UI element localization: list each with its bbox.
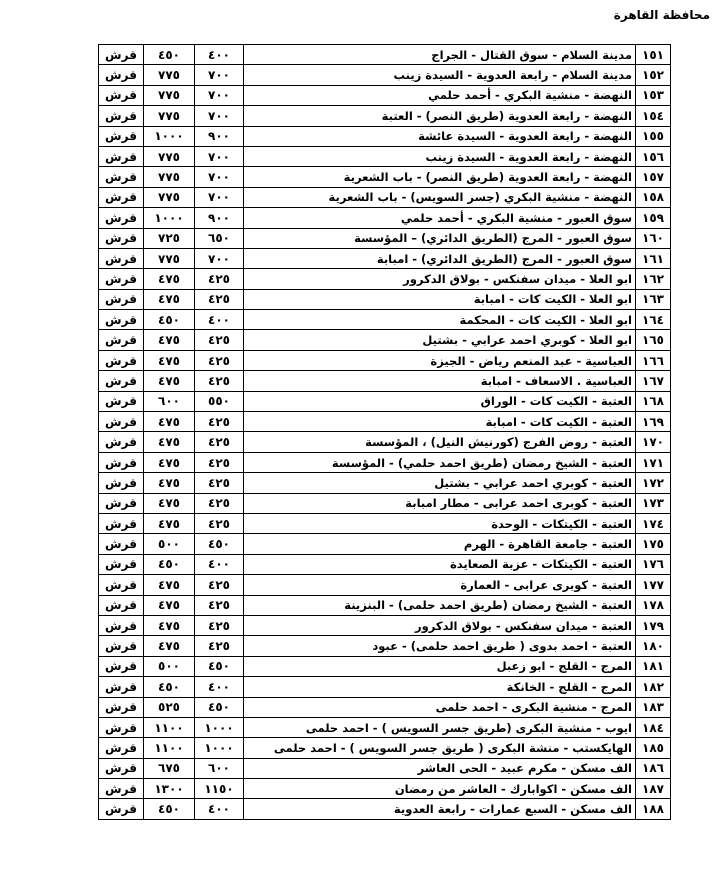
fare-new-cell: ٤٧٥ bbox=[144, 330, 195, 350]
row-number-cell: ١٦٥ bbox=[636, 330, 671, 350]
table-row bbox=[99, 758, 671, 778]
currency-cell: قرش bbox=[99, 615, 144, 635]
route-cell: العباسية - عبد المنعم رياض - الجيزة bbox=[244, 350, 636, 370]
route-cell: الف مسكن - مكرم عبيد - الحى العاشر bbox=[244, 758, 636, 778]
fare-current-cell: ٤٢٥ bbox=[195, 513, 244, 533]
row-number-cell: ١٦٧ bbox=[636, 371, 671, 391]
fare-current-cell: ٤٢٥ bbox=[195, 269, 244, 289]
fares-table-body bbox=[99, 45, 671, 820]
currency-cell: قرش bbox=[99, 45, 144, 65]
fare-current-cell: ١٠٠٠ bbox=[195, 717, 244, 737]
currency-cell: قرش bbox=[99, 452, 144, 472]
route-cell: النهضة - رابعة العدوية - السيدة عائشة bbox=[244, 126, 636, 146]
fare-new-cell: ٤٧٥ bbox=[144, 575, 195, 595]
fare-current-cell: ١٠٠٠ bbox=[195, 738, 244, 758]
fare-current-cell: ٤٢٥ bbox=[195, 432, 244, 452]
fare-current-cell: ٤٢٥ bbox=[195, 371, 244, 391]
currency-cell: قرش bbox=[99, 228, 144, 248]
fare-new-cell: ٤٧٥ bbox=[144, 371, 195, 391]
route-cell: العتبة - الشيخ رمضان (طريق احمد حلمى) - البنزينة bbox=[244, 595, 636, 615]
currency-cell: قرش bbox=[99, 187, 144, 207]
table-row bbox=[99, 146, 671, 166]
fare-new-cell: ٦٠٠ bbox=[144, 391, 195, 411]
route-cell: العتبة - الكيت كات - امبابة bbox=[244, 412, 636, 432]
currency-cell: قرش bbox=[99, 554, 144, 574]
currency-cell: قرش bbox=[99, 126, 144, 146]
route-cell: العتبة - كوبري احمد عرابي - بشتيل bbox=[244, 473, 636, 493]
row-number-cell: ١٥٢ bbox=[636, 65, 671, 85]
table-row bbox=[99, 615, 671, 635]
currency-cell: قرش bbox=[99, 656, 144, 676]
row-number-cell: ١٨٤ bbox=[636, 717, 671, 737]
table-row bbox=[99, 106, 671, 126]
fare-new-cell: ٤٧٥ bbox=[144, 473, 195, 493]
row-number-cell: ١٨٣ bbox=[636, 697, 671, 717]
currency-cell: قرش bbox=[99, 758, 144, 778]
currency-cell: قرش bbox=[99, 677, 144, 697]
currency-cell: قرش bbox=[99, 85, 144, 105]
fare-current-cell: ٤٠٠ bbox=[195, 45, 244, 65]
currency-cell: قرش bbox=[99, 799, 144, 819]
table-row bbox=[99, 310, 671, 330]
table-row bbox=[99, 595, 671, 615]
fare-current-cell: ٤٠٠ bbox=[195, 799, 244, 819]
currency-cell: قرش bbox=[99, 391, 144, 411]
row-number-cell: ١٧١ bbox=[636, 452, 671, 472]
table-row bbox=[99, 208, 671, 228]
route-cell: العتبة - الكيتكات - الوحدة bbox=[244, 513, 636, 533]
table-row bbox=[99, 371, 671, 391]
row-number-cell: ١٨٦ bbox=[636, 758, 671, 778]
currency-cell: قرش bbox=[99, 65, 144, 85]
route-cell: ابو العلا - الكيت كات - امبابة bbox=[244, 289, 636, 309]
route-cell: ايوب - منشية البكرى (طريق جسر السويس ) - احمد حلمى bbox=[244, 717, 636, 737]
table-row bbox=[99, 697, 671, 717]
row-number-cell: ١٨٥ bbox=[636, 738, 671, 758]
table-row bbox=[99, 738, 671, 758]
fare-new-cell: ٤٧٥ bbox=[144, 412, 195, 432]
route-cell: العتبة - الكيتكات - عزبة الصعايدة bbox=[244, 554, 636, 574]
fare-new-cell: ٤٧٥ bbox=[144, 452, 195, 472]
fare-current-cell: ٤٥٠ bbox=[195, 697, 244, 717]
row-number-cell: ١٨١ bbox=[636, 656, 671, 676]
route-cell: العباسية . الاسعاف - امبابة bbox=[244, 371, 636, 391]
table-row bbox=[99, 717, 671, 737]
fare-current-cell: ٤٢٥ bbox=[195, 452, 244, 472]
currency-cell: قرش bbox=[99, 595, 144, 615]
currency-cell: قرش bbox=[99, 248, 144, 268]
table-row bbox=[99, 248, 671, 268]
currency-cell: قرش bbox=[99, 432, 144, 452]
table-row bbox=[99, 432, 671, 452]
fare-current-cell: ٤٥٠ bbox=[195, 656, 244, 676]
currency-cell: قرش bbox=[99, 717, 144, 737]
row-number-cell: ١٧٩ bbox=[636, 615, 671, 635]
route-cell: سوق العبور - المرج (الطريق الدائري) - امبابة bbox=[244, 248, 636, 268]
fare-new-cell: ٤٥٠ bbox=[144, 554, 195, 574]
route-cell: الهايكستب - منشة البكرى ( طريق جسر السويس ) - احمد حلمى bbox=[244, 738, 636, 758]
currency-cell: قرش bbox=[99, 350, 144, 370]
fares-table bbox=[98, 44, 671, 820]
table-row bbox=[99, 391, 671, 411]
table-row bbox=[99, 575, 671, 595]
route-cell: العتبة - كوبرى عرابى - العمارة bbox=[244, 575, 636, 595]
table-row bbox=[99, 167, 671, 187]
fare-new-cell: ٧٧٥ bbox=[144, 65, 195, 85]
route-cell: سوق العبور - المرج (الطريق الدائري) – المؤسسة bbox=[244, 228, 636, 248]
table-row bbox=[99, 330, 671, 350]
row-number-cell: ١٦٨ bbox=[636, 391, 671, 411]
table-row bbox=[99, 85, 671, 105]
fare-new-cell: ٤٧٥ bbox=[144, 269, 195, 289]
fare-current-cell: ٥٥٠ bbox=[195, 391, 244, 411]
fare-current-cell: ٤٢٥ bbox=[195, 575, 244, 595]
table-row bbox=[99, 513, 671, 533]
row-number-cell: ١٦٠ bbox=[636, 228, 671, 248]
currency-cell: قرش bbox=[99, 697, 144, 717]
fare-new-cell: ٧٧٥ bbox=[144, 146, 195, 166]
fare-new-cell: ٤٥٠ bbox=[144, 45, 195, 65]
table-row bbox=[99, 799, 671, 819]
route-cell: العتبة - ميدان سفنكس - بولاق الدكرور bbox=[244, 615, 636, 635]
currency-cell: قرش bbox=[99, 167, 144, 187]
fare-new-cell: ٧٧٥ bbox=[144, 187, 195, 207]
table-row bbox=[99, 677, 671, 697]
fare-new-cell: ٤٥٠ bbox=[144, 310, 195, 330]
route-cell: المرج - القلج - الخانكة bbox=[244, 677, 636, 697]
route-cell: العتبة - الكيت كات - الوراق bbox=[244, 391, 636, 411]
fare-new-cell: ١١٠٠ bbox=[144, 738, 195, 758]
fare-current-cell: ٤٢٥ bbox=[195, 412, 244, 432]
fare-new-cell: ٤٥٠ bbox=[144, 677, 195, 697]
fare-new-cell: ٧٢٥ bbox=[144, 228, 195, 248]
currency-cell: قرش bbox=[99, 269, 144, 289]
fare-new-cell: ٥٢٥ bbox=[144, 697, 195, 717]
route-cell: النهضة - رابعة العدوية - السيدة زينب bbox=[244, 146, 636, 166]
fare-new-cell: ٧٧٥ bbox=[144, 167, 195, 187]
currency-cell: قرش bbox=[99, 636, 144, 656]
row-number-cell: ١٥٥ bbox=[636, 126, 671, 146]
fare-new-cell: ٤٧٥ bbox=[144, 289, 195, 309]
fare-current-cell: ١١٥٠ bbox=[195, 779, 244, 799]
route-cell: العتبة - احمد بدوى ( طريق احمد حلمى) - عبود bbox=[244, 636, 636, 656]
fare-current-cell: ٤٢٥ bbox=[195, 330, 244, 350]
route-cell: الف مسكن - السبع عمارات - رابعة العدوية bbox=[244, 799, 636, 819]
row-number-cell: ١٨٨ bbox=[636, 799, 671, 819]
fare-current-cell: ٤٠٠ bbox=[195, 677, 244, 697]
fare-new-cell: ٤٧٥ bbox=[144, 432, 195, 452]
fare-current-cell: ٧٠٠ bbox=[195, 106, 244, 126]
fare-current-cell: ٤٢٥ bbox=[195, 595, 244, 615]
fare-current-cell: ٤٥٠ bbox=[195, 534, 244, 554]
fare-current-cell: ٤٢٥ bbox=[195, 636, 244, 656]
currency-cell: قرش bbox=[99, 575, 144, 595]
table-row bbox=[99, 289, 671, 309]
table-row bbox=[99, 45, 671, 65]
row-number-cell: ١٦٣ bbox=[636, 289, 671, 309]
table-row bbox=[99, 350, 671, 370]
route-cell: الف مسكن - اكوابارك - العاشر من رمضان bbox=[244, 779, 636, 799]
fare-current-cell: ٤٢٥ bbox=[195, 473, 244, 493]
table-row bbox=[99, 412, 671, 432]
fare-current-cell: ٧٠٠ bbox=[195, 65, 244, 85]
table-row bbox=[99, 656, 671, 676]
table-row bbox=[99, 473, 671, 493]
route-cell: العتبة - الشيخ رمضان (طريق احمد حلمي) - المؤسسة bbox=[244, 452, 636, 472]
fare-current-cell: ٦٥٠ bbox=[195, 228, 244, 248]
currency-cell: قرش bbox=[99, 371, 144, 391]
route-cell: النهضة - منشية البكري - أحمد حلمي bbox=[244, 85, 636, 105]
currency-cell: قرش bbox=[99, 493, 144, 513]
route-cell: مدينة السلام - رابعة العدوية - السيدة زينب bbox=[244, 65, 636, 85]
fare-current-cell: ٤٢٥ bbox=[195, 289, 244, 309]
currency-cell: قرش bbox=[99, 310, 144, 330]
fare-current-cell: ٧٠٠ bbox=[195, 187, 244, 207]
row-number-cell: ١٧٦ bbox=[636, 554, 671, 574]
route-cell: ابو العلا - ميدان سفنكس - بولاق الدكرور bbox=[244, 269, 636, 289]
table-row bbox=[99, 534, 671, 554]
row-number-cell: ١٥٦ bbox=[636, 146, 671, 166]
table-row bbox=[99, 269, 671, 289]
row-number-cell: ١٧٧ bbox=[636, 575, 671, 595]
row-number-cell: ١٦٦ bbox=[636, 350, 671, 370]
route-cell: المرج - منشية البكرى - احمد حلمى bbox=[244, 697, 636, 717]
table-row bbox=[99, 228, 671, 248]
fare-current-cell: ٧٠٠ bbox=[195, 248, 244, 268]
currency-cell: قرش bbox=[99, 412, 144, 432]
row-number-cell: ١٨٧ bbox=[636, 779, 671, 799]
fare-new-cell: ١٠٠٠ bbox=[144, 208, 195, 228]
fare-current-cell: ٤٠٠ bbox=[195, 310, 244, 330]
currency-cell: قرش bbox=[99, 513, 144, 533]
row-number-cell: ١٦٩ bbox=[636, 412, 671, 432]
row-number-cell: ١٥٩ bbox=[636, 208, 671, 228]
row-number-cell: ١٦١ bbox=[636, 248, 671, 268]
fare-current-cell: ٩٠٠ bbox=[195, 208, 244, 228]
fare-new-cell: ٤٧٥ bbox=[144, 615, 195, 635]
currency-cell: قرش bbox=[99, 208, 144, 228]
currency-cell: قرش bbox=[99, 330, 144, 350]
fare-new-cell: ٧٧٥ bbox=[144, 85, 195, 105]
fare-new-cell: ٤٧٥ bbox=[144, 513, 195, 533]
fare-new-cell: ٤٧٥ bbox=[144, 493, 195, 513]
table-row bbox=[99, 452, 671, 472]
route-cell: النهضة - رابعة العدوية (طريق النصر) - العتبة bbox=[244, 106, 636, 126]
table-row bbox=[99, 65, 671, 85]
currency-cell: قرش bbox=[99, 473, 144, 493]
fare-new-cell: ١٠٠٠ bbox=[144, 126, 195, 146]
fare-new-cell: ٤٥٠ bbox=[144, 799, 195, 819]
row-number-cell: ١٨٢ bbox=[636, 677, 671, 697]
fare-new-cell: ٧٧٥ bbox=[144, 106, 195, 126]
route-cell: مدينة السلام - سوق القتال - الجراج bbox=[244, 45, 636, 65]
row-number-cell: ١٥٤ bbox=[636, 106, 671, 126]
currency-cell: قرش bbox=[99, 534, 144, 554]
fare-new-cell: ٦٧٥ bbox=[144, 758, 195, 778]
route-cell: ابو العلا - كوبري احمد عرابي - بشتيل bbox=[244, 330, 636, 350]
row-number-cell: ١٧٥ bbox=[636, 534, 671, 554]
fare-new-cell: ٤٧٥ bbox=[144, 595, 195, 615]
fare-new-cell: ٥٠٠ bbox=[144, 534, 195, 554]
row-number-cell: ١٥٣ bbox=[636, 85, 671, 105]
fare-current-cell: ٧٠٠ bbox=[195, 85, 244, 105]
fare-new-cell: ٤٧٥ bbox=[144, 350, 195, 370]
row-number-cell: ١٧٣ bbox=[636, 493, 671, 513]
table-row bbox=[99, 779, 671, 799]
table-row bbox=[99, 187, 671, 207]
currency-cell: قرش bbox=[99, 146, 144, 166]
row-number-cell: ١٧٠ bbox=[636, 432, 671, 452]
row-number-cell: ١٧٤ bbox=[636, 513, 671, 533]
row-number-cell: ١٥٧ bbox=[636, 167, 671, 187]
currency-cell: قرش bbox=[99, 106, 144, 126]
fare-current-cell: ٤٢٥ bbox=[195, 615, 244, 635]
table-row bbox=[99, 126, 671, 146]
fare-new-cell: ١٣٠٠ bbox=[144, 779, 195, 799]
row-number-cell: ١٧٨ bbox=[636, 595, 671, 615]
fare-new-cell: ١١٠٠ bbox=[144, 717, 195, 737]
fare-current-cell: ٤٠٠ bbox=[195, 554, 244, 574]
table-row bbox=[99, 636, 671, 656]
currency-cell: قرش bbox=[99, 738, 144, 758]
row-number-cell: ١٥٨ bbox=[636, 187, 671, 207]
currency-cell: قرش bbox=[99, 289, 144, 309]
route-cell: النهضة - رابعة العدوية (طريق النصر) - باب الشعرية bbox=[244, 167, 636, 187]
route-cell: العتبة - كوبرى احمد عرابى - مطار امبابة bbox=[244, 493, 636, 513]
fare-new-cell: ٥٠٠ bbox=[144, 656, 195, 676]
row-number-cell: ١٥١ bbox=[636, 45, 671, 65]
row-number-cell: ١٨٠ bbox=[636, 636, 671, 656]
fare-current-cell: ٩٠٠ bbox=[195, 126, 244, 146]
row-number-cell: ١٦٢ bbox=[636, 269, 671, 289]
route-cell: المرج - القلج - ابو زعبل bbox=[244, 656, 636, 676]
currency-cell: قرش bbox=[99, 779, 144, 799]
fare-current-cell: ٧٠٠ bbox=[195, 167, 244, 187]
fare-new-cell: ٤٧٥ bbox=[144, 636, 195, 656]
page-title: محافظة القاهرة bbox=[613, 8, 710, 22]
fare-new-cell: ٧٧٥ bbox=[144, 248, 195, 268]
route-cell: النهضة - منشية البكري (جسر السويس) - باب الشعرية bbox=[244, 187, 636, 207]
table-row bbox=[99, 554, 671, 574]
route-cell: العتبة - جامعة القاهرة - الهرم bbox=[244, 534, 636, 554]
fare-current-cell: ٧٠٠ bbox=[195, 146, 244, 166]
route-cell: سوق العبور - منشية البكري - أحمد حلمي bbox=[244, 208, 636, 228]
route-cell: العتبة - روض الفرج (كورنيش النيل) ، المؤسسة bbox=[244, 432, 636, 452]
table-row bbox=[99, 493, 671, 513]
fare-current-cell: ٦٠٠ bbox=[195, 758, 244, 778]
row-number-cell: ١٦٤ bbox=[636, 310, 671, 330]
fare-current-cell: ٤٢٥ bbox=[195, 350, 244, 370]
route-cell: ابو العلا - الكيت كات - المحكمة bbox=[244, 310, 636, 330]
fare-current-cell: ٤٢٥ bbox=[195, 493, 244, 513]
row-number-cell: ١٧٢ bbox=[636, 473, 671, 493]
